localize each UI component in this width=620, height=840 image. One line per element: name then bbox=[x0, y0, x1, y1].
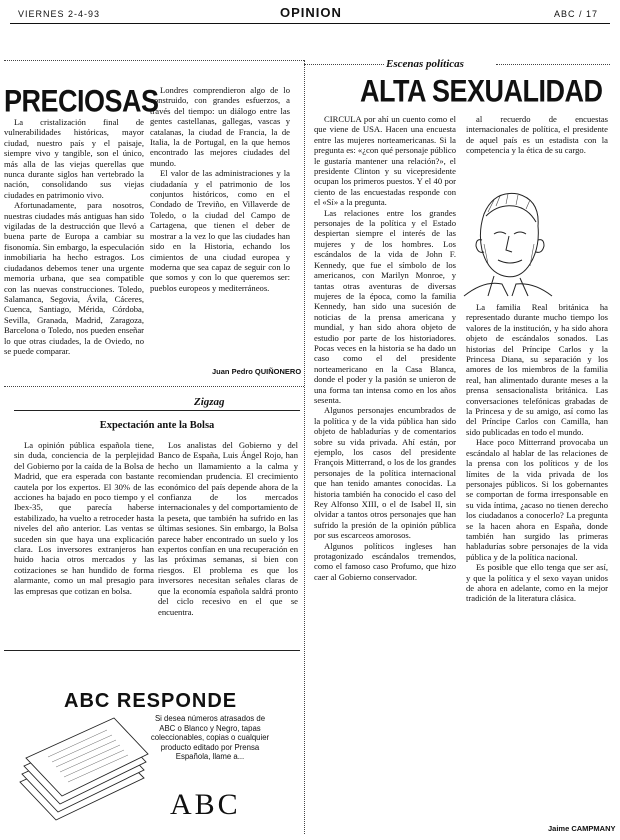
masthead bbox=[10, 6, 610, 24]
right-article-column-1 bbox=[314, 114, 456, 826]
divider bbox=[14, 410, 300, 411]
zigzag-column-2 bbox=[158, 440, 298, 640]
left-article-headline: PRECIOSAS bbox=[4, 84, 159, 119]
paragraph: Algunos políticos ingleses han protagonizado escándalos tremendos, como el famoso caso Profumo, que hizo caer al Gobierno conservador. bbox=[314, 540, 456, 582]
author-signature: Jaime CAMPMANY bbox=[548, 824, 616, 833]
divider bbox=[304, 64, 384, 65]
ad-title: ABC RESPONDE bbox=[64, 690, 238, 712]
divider bbox=[4, 386, 304, 387]
portrait-illustration bbox=[454, 184, 560, 300]
paragraph: La opinión pública española tiene, sin duda, conciencia de la perplejidad del Gobierno por la caída de la Bolsa de Madrid, que era esperada con bastante cautela por los expertos. El 30% de las acciones ha bajado en poco tiempo y el Ibex-35, que parecía haberse estabilizado, ha vuelto a retroceder hasta niveles del año anterior. Las ventas se suceden sin que haya una explicación clara. Los inversores extranjeros han huido hacia otros mercados y las cotizaciones se han hundido de forma alarmante, como un mal presagio para las empresas que cotizan en bolsa. bbox=[14, 440, 154, 596]
left-article-column-2 bbox=[150, 85, 290, 360]
author-signature: Juan Pedro QUIÑONERO bbox=[212, 367, 302, 376]
section-title: OPINION bbox=[280, 5, 342, 20]
zigzag-column-1 bbox=[14, 440, 154, 640]
ad-text: Si desea números atrasados de ABC o Blanco y Negro, tapas coleccionables, copias o cualquier producto editado por Prensa Española, llame a... bbox=[150, 714, 270, 762]
paragraph: al recuerdo de encuestas internacionales de política, el presidente de aquel país es un estadista con la competencia y la ética de su cargo. bbox=[466, 114, 608, 156]
paragraph: Afortunadamente, para nosotros, nuestras ciudades más antiguas han sido vigiladas de la destrucción que llevó a buena parte de Europa a cambiar su fisonomía. Sin embargo, la especulación inmobiliaria ha hecho estragos. Los ciudadanos debemos tener una urgente memoria urbana, que sea compatible con las nuevas construcciones. Toledo, Salamanca, Segovia, Ávila, Cáceres, Cuenca, Santiago, Mérida, Córdoba, Sevilla, Granada, Madrid, Zaragoza, Barcelona o Toledo, nos pueden enseñar lo que otras ciudades, la de Oviedo, no se puede comparar. bbox=[4, 200, 144, 356]
paragraph: La familia Real británica ha representado durante mucho tiempo los valores de la institución, y ha sido ahora objeto de escándalos sonados. Las historias del Príncipe Carlos y la Princesa Diana, su separación y los amores de los miembros de la familia real, han alimentado durante meses a la prensa sensacionalista británica. Las conversaciones telefónicas grabadas de la Princesa y de su amigo, así como las del Príncipe Carlos con Camilla, han sido publicadas en todo el mundo. bbox=[466, 302, 608, 437]
right-article-column-2-top bbox=[466, 114, 608, 184]
right-article-headline: ALTA SEXUALIDAD bbox=[360, 74, 603, 109]
page-number: ABC / 17 bbox=[553, 9, 598, 19]
paragraph: El valor de las administraciones y la ciudadanía y el patrimonio de los conjuntos históricos, como en el Condado de Treviño, en Villaverde de Toledo, o la ciudad del Campo de Cartagena, que tienen el deber de mostrar a la vez lo que las ciudades han sido en la Historia, echando los cimientos de una ciudad europea y moderna que sea capaz de seguir con lo que somos y con lo que queremos ser: pueblos europeos y mediterráneos. bbox=[150, 168, 290, 293]
paragraph: Hace poco Mitterrand provocaba un escándalo al hablar de las relaciones de la prensa con los políticos y de los límites de la vida privada de los personajes públicos. Si los gobernantes se comportan de forma irresponsable en su vida íntima, ¿acaso no tienen derecho los ciudadanos a conocerlo? La pregunta se la hacen ahora en España, donde también han surgido las primeras habladurías sobre personajes de la vida pública y de la política nacional. bbox=[466, 437, 608, 562]
abc-logo: ABC bbox=[170, 788, 241, 821]
paragraph: Londres comprendieron algo de lo construido, con grandes esfuerzos, a través del tiempo: un diálogo entre las gentes castellanas, gallegas, vascas y catalanas, la ciudad de Francia, la de Italia, la de Portugal, en la que hemos encontrado las mejores ciudades del mundo. bbox=[150, 85, 290, 168]
zigzag-headline: Expectación ante la Bolsa bbox=[99, 420, 215, 431]
paragraph: Las relaciones entre los grandes personajes de la política y el Estado despiertan siempre el interés de las mujeres y de los hombres. Los escándalos de la vida de John F. Kennedy, que fue el símbolo de los americanos, con Marilyn Monroe, y tantas otras aventuras de diversas mujeres de la época, como la familia Kennedy, han sido una sucesión de noticias de la prensa americana y mundial, y han sido ahora objeto de estudio por parte de los historiadores. Pocas veces en la historia se ha dado un caso como el del presidente norteamericano en la Casa Blanca, donde el poder y la pasión se unieron de una forma tan intensa como en los años sesenta. bbox=[314, 207, 456, 405]
divider bbox=[4, 60, 304, 61]
paragraph: Los analistas del Gobierno y del Banco de España, Luis Ángel Rojo, han hecho un llamamiento a la calma y recomiendan prudencia. El crecimiento económico del país depende ahora de la confianza de los mercados internacionales y del comportamiento de la peseta, que también ha sufrido en las últimas sesiones. Sin embargo, la Bolsa parece haber encontrado un suelo y los expertos confían en una recuperación en las próximas semanas, si bien con riesgos. El problema es que los inversores necesitan señales claras de que la economía española saldrá pronto del ciclo recesivo en el que se encuentra. bbox=[158, 440, 298, 617]
paragraph: Algunos personajes encumbrados de la política y de la vida pública han sido objeto de habladurías y de comentarios sobre su vida privada. Ahí están, por ejemplo, los casos del presidente François Mitterrand, o los de los grandes personajes de la política internacional que han tenido amantes conocidas. La historia también ha conocido el caso del Rey Alfonso XIII, o el de Isabel II, sin olvidar a tantos otros personajes que han sufrido la presión de la opinión pública por sus escarceos amorosos. bbox=[314, 405, 456, 541]
paragraph: CIRCULA por ahí un cuento como el que viene de USA. Hacen una encuesta entre las mujeres norteamericanas. Si la pregunta es: «¿con qué personaje público le gustaría mantener una relación?», el presidente Clinton y su vicepresidente ocupan los primeros puestos. Y el 40 por ciento de las encuestadas responde con el «Sí» a la pregunta. bbox=[314, 114, 456, 208]
divider bbox=[496, 64, 610, 65]
right-article-kicker: Escenas políticas bbox=[386, 58, 464, 70]
divider bbox=[4, 650, 300, 651]
left-article-column-1 bbox=[4, 117, 144, 379]
paragraph: La cristalización final de vulnerabilidades históricas, mayor ciudad, nuestro país y el paisaje, siempre vivo y tangible, son el único, más alla de las viejas querellas que nunca durante siglos han vertebrado la nación, consolidando sus viejas ciudades en patrimonio vivo. bbox=[4, 117, 144, 200]
column-divider bbox=[304, 60, 305, 834]
right-article-column-2 bbox=[466, 302, 608, 820]
paragraph: Es posible que ello tenga que ser así, y que la política y el sexo vayan unidos de ahora en adelante, como en la mejor tradición de la literatura clásica. bbox=[466, 562, 608, 604]
newspaper-stack-icon bbox=[12, 712, 150, 834]
issue-date: VIERNES 2-4-93 bbox=[18, 9, 101, 19]
zigzag-kicker: Zigzag bbox=[194, 396, 225, 408]
